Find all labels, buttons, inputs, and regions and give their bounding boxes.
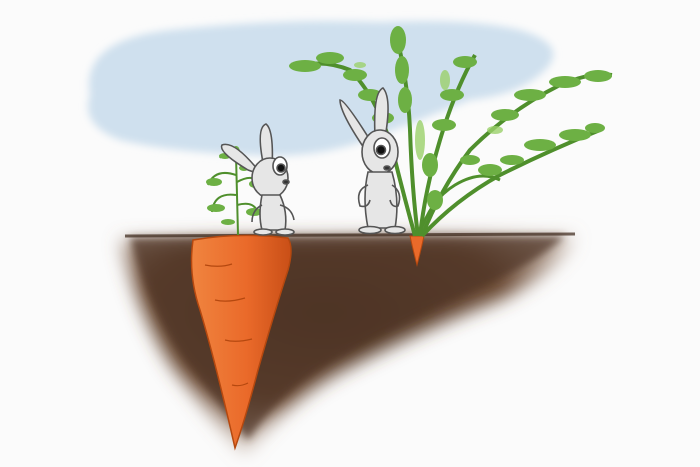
soil [120,234,575,455]
